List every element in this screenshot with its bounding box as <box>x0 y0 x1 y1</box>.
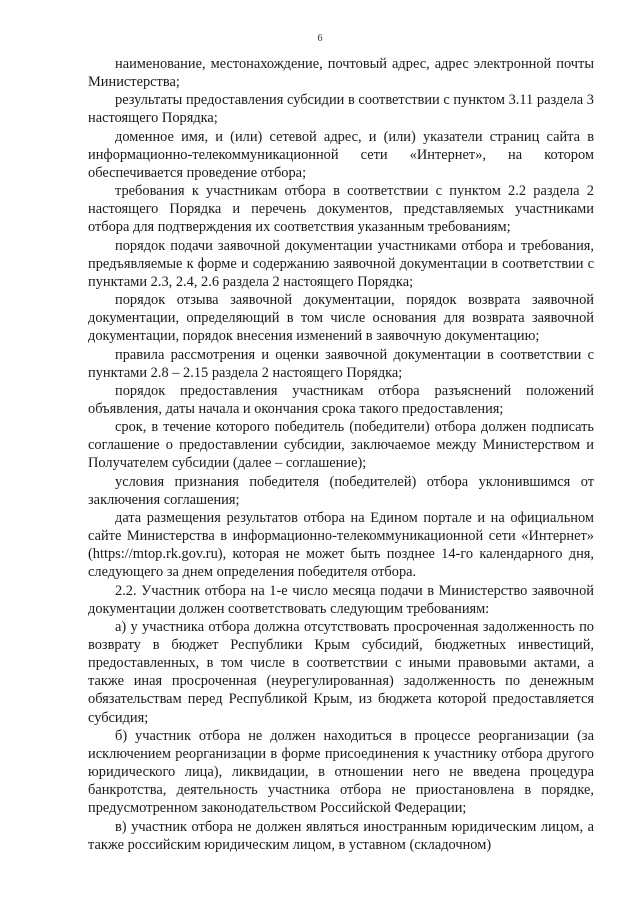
paragraph-evasion-conditions: условия признания победителя (победителей) отбора уклонившимся от заключения соглашения; <box>88 473 594 508</box>
paragraph-review-rules: правила рассмотрения и оценки заявочной документации в соответствии с пунктами 2.8 – 2.15 раздела 2 настоящего Порядка; <box>88 346 594 381</box>
paragraph-results-publication: дата размещения результатов отбора на Едином портале и на официальном сайте Министерства в информационно-телекоммуникационной сети «Интернет» (https://mtop.rk.gov.ru), которая не может быть позднее 14-го календарного дня, следующего за днем определения победителя отбора. <box>88 509 594 581</box>
paragraph-withdrawal-procedure: порядок отзыва заявочной документации, порядок возврата заявочной документации, определяющий в том числе основания для возврата заявочной документации, порядок внесения изменений в заявочную документацию; <box>88 292 594 345</box>
paragraph-requirement-v: в) участник отбора не должен являться иностранным юридическим лицом, а также российским юридическим лицом, в уставном (складочном) <box>88 818 594 853</box>
paragraph-subsidy-results: результаты предоставления субсидии в соответствии с пунктом 3.11 раздела 3 настоящего Порядка; <box>88 92 594 127</box>
paragraph-section-2-2: 2.2. Участник отбора на 1-е число месяца подачи в Министерство заявочной документации должен соответствовать следующим требованиям: <box>88 582 594 617</box>
document-body <box>88 55 594 854</box>
paragraph-submission-procedure: порядок подачи заявочной документации участниками отбора и требования, предъявляемые к форме и содержанию заявочной документации в соответствии с пунктами 2.3, 2.4, 2.6 раздела 2 настоящего Порядка; <box>88 237 594 290</box>
page-number: 6 <box>317 33 323 44</box>
paragraph-domain-name: доменное имя, и (или) сетевой адрес, и (или) указатели страниц сайта в информационно-телекоммуникационной сети «Интернет», на котором обеспечивается проведение отбора; <box>88 128 594 181</box>
paragraph-signing-deadline: срок, в течение которого победитель (победители) отбора должен подписать соглашение о предоставлении субсидии, заключаемое между Министерством и Получателем субсидии (далее – соглашение); <box>88 419 594 472</box>
paragraph-requirement-b: б) участник отбора не должен находиться в процессе реорганизации (за исключением реорганизации в форме присоединения к участнику отбора другого юридического лица), ликвидации, в отношении него не введена процедура банкротства, деятельность участника отбора не приостановлена в порядке, предусмотренном законодательством Российской Федерации; <box>88 727 594 817</box>
paragraph-ministry-details: наименование, местонахождение, почтовый адрес, адрес электронной почты Министерства; <box>88 56 594 91</box>
paragraph-participant-requirements: требования к участникам отбора в соответствии с пунктом 2.2 раздела 2 настоящего Порядка и перечень документов, представляемых участниками отбора для подтверждения их соответствия указанным требованиям; <box>88 183 594 236</box>
paragraph-requirement-a: а) у участника отбора должна отсутствовать просроченная задолженность по возврату в бюджет Республики Крым субсидий, бюджетных инвестиций, предоставленных, в том числе в соответствии с иными правовыми актами, а также иная просроченная (неурегулированная) задолженность по денежным обязательствам перед Республикой Крым, из бюджета которой предоставляется субсидия; <box>88 618 594 726</box>
paragraph-clarifications: порядок предоставления участникам отбора разъяснений положений объявления, даты начала и окончания срока такого предоставления; <box>88 382 594 417</box>
